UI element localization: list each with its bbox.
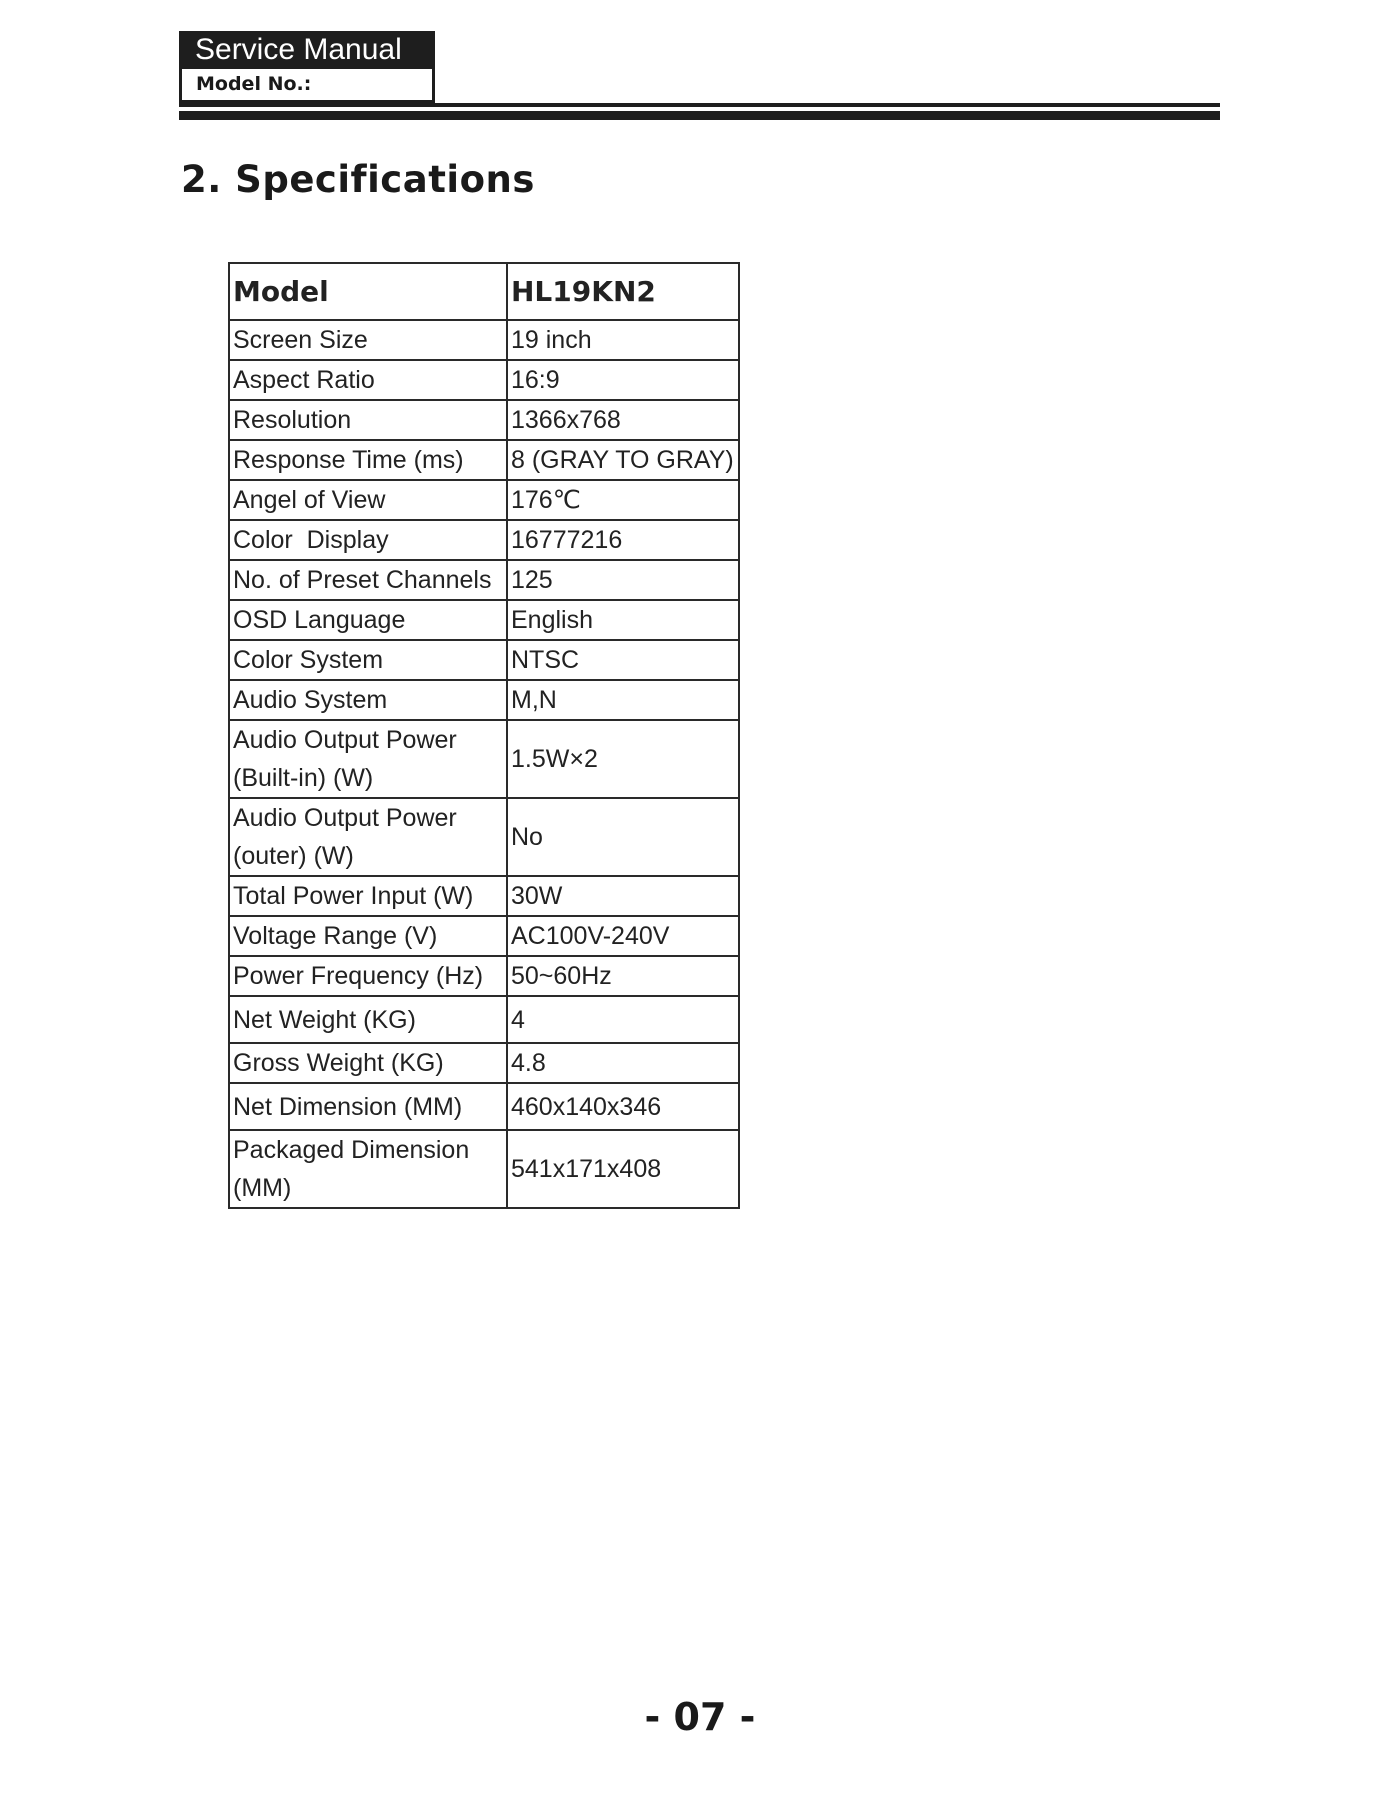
spec-label: Audio Output Power (outer) (W) [229,798,507,876]
spec-label: Power Frequency (Hz) [229,956,507,996]
spec-value: 541x171x408 [507,1130,739,1208]
spec-value: 50~60Hz [507,956,739,996]
spec-label: Voltage Range (V) [229,916,507,956]
spec-value: 4 [507,996,739,1043]
spec-table [228,262,740,1209]
page-number: - 07 - [644,1695,756,1739]
table-row [229,400,739,440]
spec-label: Audio System [229,680,507,720]
table-row [229,480,739,520]
table-row [229,1130,739,1208]
spec-value: 19 inch [507,320,739,360]
spec-value: 176℃ [507,480,739,520]
table-row [229,876,739,916]
spec-header-row [229,263,739,320]
section-title: 2. Specifications [181,158,535,201]
table-row [229,560,739,600]
spec-value: 1366x768 [507,400,739,440]
spec-label: Color System [229,640,507,680]
spec-value: 16777216 [507,520,739,560]
spec-label: Color Display [229,520,507,560]
spec-label: Total Power Input (W) [229,876,507,916]
spec-value: 4.8 [507,1043,739,1083]
spec-label: Aspect Ratio [229,360,507,400]
table-row [229,956,739,996]
table-row [229,996,739,1043]
spec-label: OSD Language [229,600,507,640]
spec-label: Net Dimension (MM) [229,1083,507,1130]
spec-value: AC100V-240V [507,916,739,956]
spec-header-label: Model [229,263,507,320]
spec-value: NTSC [507,640,739,680]
spec-value: No [507,798,739,876]
spec-value: 125 [507,560,739,600]
header-rule-thick [179,111,1220,120]
table-row [229,320,739,360]
table-row [229,798,739,876]
table-row [229,1043,739,1083]
table-row [229,640,739,680]
table-row [229,680,739,720]
spec-header-value: HL19KN2 [507,263,739,320]
spec-value: 8 (GRAY TO GRAY) [507,440,739,480]
spec-label: Net Weight (KG) [229,996,507,1043]
spec-value: M,N [507,680,739,720]
spec-value: 1.5W×2 [507,720,739,798]
table-row [229,1083,739,1130]
table-row [229,520,739,560]
header-rule-thin [179,103,1220,107]
spec-label: Resolution [229,400,507,440]
spec-value: English [507,600,739,640]
table-row [229,440,739,480]
spec-label: Response Time (ms) [229,440,507,480]
model-no-label: Model No.: [179,69,435,103]
spec-value: 30W [507,876,739,916]
table-row [229,916,739,956]
table-row [229,600,739,640]
table-row [229,360,739,400]
spec-label: Angel of View [229,480,507,520]
manual-label: Service Manual [179,31,435,69]
spec-label: Audio Output Power (Built-in) (W) [229,720,507,798]
spec-value: 460x140x346 [507,1083,739,1130]
spec-value: 16:9 [507,360,739,400]
spec-label: Packaged Dimension (MM) [229,1130,507,1208]
spec-label: Gross Weight (KG) [229,1043,507,1083]
spec-label: No. of Preset Channels [229,560,507,600]
spec-label: Screen Size [229,320,507,360]
table-row [229,720,739,798]
